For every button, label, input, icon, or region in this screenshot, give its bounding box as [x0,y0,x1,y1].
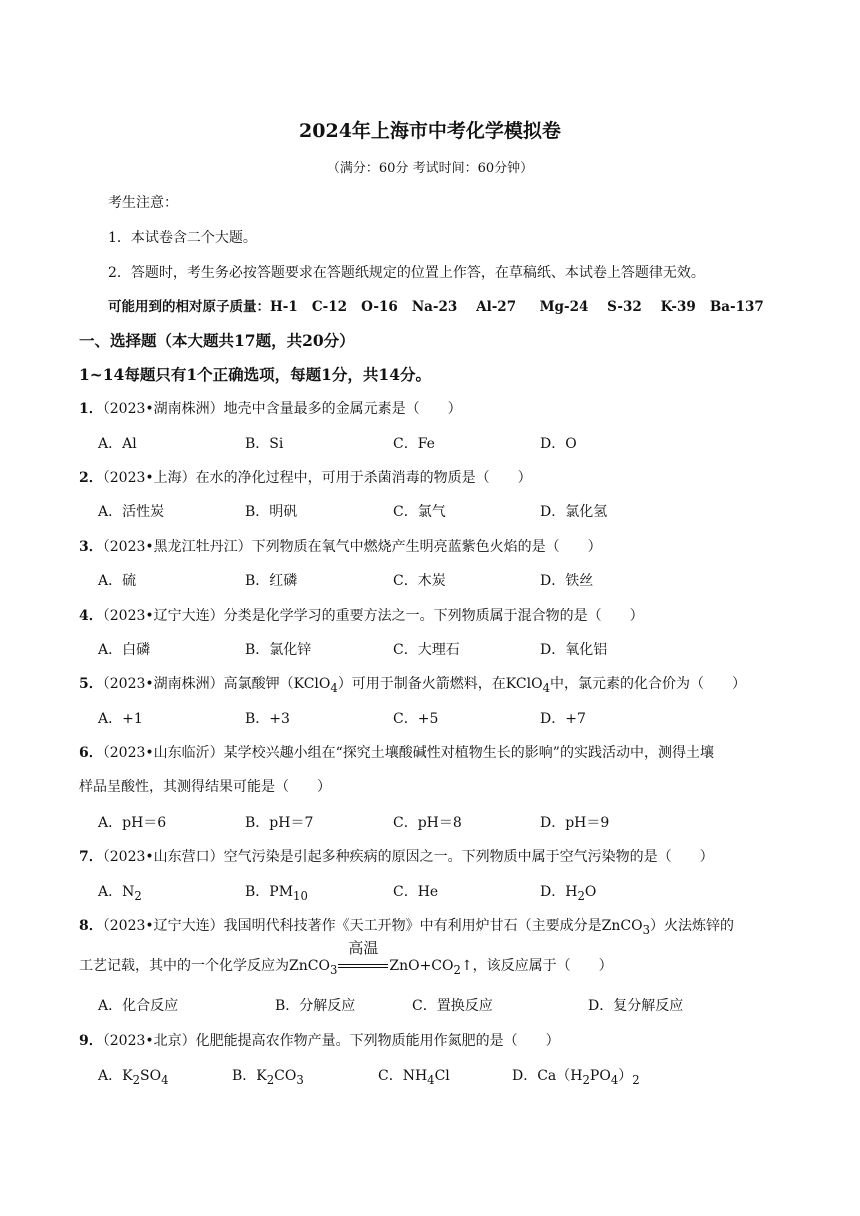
notice-item: 1．本试卷含二个大题。 [108,230,257,246]
option-a: A．$N_2$ [98,884,142,903]
question-text: （2023•湖南株洲）地壳中含量最多的金属元素是（ ） [102,401,462,417]
question-number: 9． [79,1033,103,1049]
option-d: D．O [540,436,577,452]
option-a: A．$K_2SO_4$ [98,1068,169,1087]
reaction-condition: 高温 [348,939,379,957]
option-a: A．pH＝6 [98,815,167,831]
option-b: B．$PM_{10}$ [245,884,308,903]
option-a: A．活性炭 [98,504,165,520]
question-text-continued: 工艺记载，其中的一个化学反应为ZnCO$_3$ 高温 $ZnO+CO_2↑$，该反应属于（ ） [79,939,613,977]
option-d: D．$Ca(H_2PO_4)_2$ [512,1068,640,1087]
subscript: 3 [642,922,650,937]
exam-info: （满分：60分 考试时间：60分钟） [326,161,534,176]
question-text: （2023•山东临沂）某学校兴趣小组在“探究土壤酸碱性对植物生长的影响”的实践活动中，测得土壤 [102,745,714,761]
question-number: 6． [79,745,103,761]
question-text: （2023•山东营口）空气污染是引起多种疾病的原因之一。下列物质中属于空气污染物的是（ ） [102,849,714,865]
option-d: D．+7 [540,711,586,727]
option-b: B．氯化锌 [245,642,312,658]
question-4 [79,605,644,625]
question-text: （2023•湖南株洲）高氯酸钾（KClO [102,676,331,692]
option-c: C．$NH_4Cl$ [378,1068,450,1087]
option-a: A．化合反应 [98,998,179,1014]
option-c: C．He [393,884,439,900]
option-c: C．+5 [393,711,439,727]
question-3 [79,536,602,556]
option-a: A．白磷 [98,642,151,658]
question-text: （2023•辽宁大连）分类是化学学习的重要方法之一。下列物质属于混合物的是（ ） [102,608,644,624]
question-number: 8． [79,918,103,934]
option-d: D．复分解反应 [588,998,684,1014]
question-number: 3． [79,539,103,555]
option-a: A．硫 [98,573,137,589]
question-text-continued: 样品呈酸性，其测得结果可能是（ ） [79,779,331,795]
subscript: 4 [330,680,338,695]
question-5 [79,673,746,695]
option-b: B．分解反应 [275,998,356,1014]
question-text: ）火法炼锌的 [650,918,734,934]
question-8 [79,915,734,937]
question-number: 2． [79,470,103,486]
notice-heading: 考生注意： [108,195,178,211]
question-number: 7． [79,849,103,865]
question-2 [79,467,532,487]
option-a: A．+1 [98,711,143,727]
reaction-equals-sign [338,939,388,974]
option-b: B．$K_2CO_3$ [232,1068,304,1087]
question-text: 中，氯元素的化合价为（ ） [549,676,746,692]
question-number: 4． [79,608,103,624]
section-instruction: 1~14每题只有1个正确选项，每题1分，共14分。 [79,365,431,384]
option-d: D．氯化氢 [540,504,608,520]
page-title: 2024年上海市中考化学模拟卷 [299,120,561,142]
atomic-masses: 可能用到的相对原子质量：H-1 C-12 O-16 Na-23 Al-27 Mg-24 S-32 K-39 Ba-137 [108,299,764,315]
question-9 [79,1030,560,1050]
question-text: （2023•黑龙江牡丹江）下列物质在氧气中燃烧产生明亮蓝紫色火焰的是（ ） [102,539,602,555]
question-7 [79,846,714,866]
option-b: B．明矾 [245,504,298,520]
option-c: C．木炭 [393,573,446,589]
section-heading: 一、选择题（本大题共17题，共20分） [79,331,355,350]
option-c: C．Fe [393,436,435,452]
question-number: 1． [79,401,103,417]
question-6 [79,742,714,762]
option-b: B．Si [245,436,284,452]
option-d: D．铁丝 [540,573,594,589]
question-text: （2023•北京）化肥能提高农作物产量。下列物质能用作氮肥的是（ ） [102,1033,560,1049]
question-text: ）可用于制备火箭燃料，在KClO [337,676,543,692]
option-c: C．置换反应 [412,998,493,1014]
question-1 [79,398,462,418]
option-d: D．$H_2O$ [540,884,597,903]
option-a: A．Al [98,436,137,452]
option-d: D．pH＝9 [540,815,610,831]
question-text: （2023•辽宁大连）我国明代科技著作《天工开物》中有利用炉甘石（主要成分是ZnCO [102,918,643,934]
option-c: C．大理石 [393,642,460,658]
subscript: 4 [542,680,550,695]
question-text: （2023•上海）在水的净化过程中，可用于杀菌消毒的物质是（ ） [102,470,532,486]
option-d: D．氧化铝 [540,642,608,658]
option-b: B．红磷 [245,573,298,589]
option-c: C．pH＝8 [393,815,462,831]
option-b: B．+3 [245,711,290,727]
option-c: C．氯气 [393,504,446,520]
question-number: 5． [79,676,103,692]
notice-item: 2．答题时，考生务必按答题要求在答题纸规定的位置上作答，在草稿纸、本试卷上答题律无效。 [108,265,705,281]
option-b: B．pH＝7 [245,815,314,831]
